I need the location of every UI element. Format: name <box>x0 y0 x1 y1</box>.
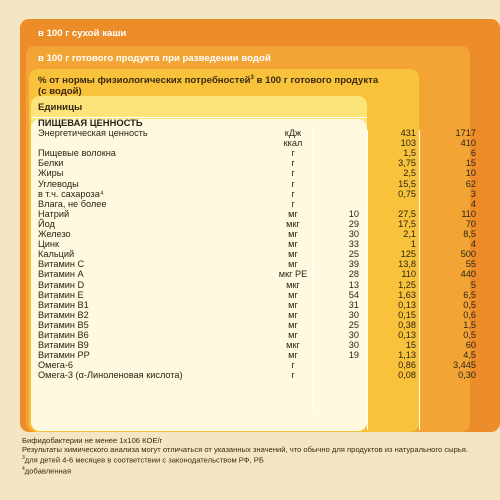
nutrient-name: Витамин D <box>38 279 85 290</box>
unit-cell: г <box>291 178 295 189</box>
prepared-value-cell: 0,75 <box>398 188 416 199</box>
header-percent-text: % от нормы физиологических потребностей <box>38 75 251 87</box>
dry-value-cell: 15 <box>465 158 476 169</box>
table-row <box>38 269 476 280</box>
prepared-value-cell: 2,5 <box>403 168 416 179</box>
nutrient-name: Йод <box>38 218 55 229</box>
dry-value-cell: 4 <box>470 198 476 209</box>
prepared-value-cell: 110 <box>401 269 416 280</box>
table-row <box>38 370 476 381</box>
nutrient-name: Витамин В5 <box>38 319 89 330</box>
unit-cell: мг <box>288 249 298 260</box>
table-row <box>38 259 476 270</box>
table-row <box>38 208 476 219</box>
dry-value-cell: 4,5 <box>463 350 476 361</box>
header-percent-footnote: 3 <box>250 75 254 81</box>
table-row <box>38 118 468 128</box>
nutrient-name: Витамин С <box>38 259 85 270</box>
prepared-value-cell: 1 <box>410 239 416 250</box>
dry-value-cell: 4 <box>470 239 476 250</box>
nutrient-name: Витамин В2 <box>38 309 89 320</box>
unit-cell: г <box>291 198 295 209</box>
table-row <box>38 319 476 330</box>
unit-cell: мкг <box>286 279 300 290</box>
dry-value-cell: 5 <box>470 279 476 290</box>
unit-cell: г <box>291 188 295 199</box>
table-row <box>38 249 476 260</box>
prepared-value-cell: 125 <box>400 249 416 260</box>
dry-value-cell: 70 <box>465 218 476 229</box>
dry-value-cell: 6 <box>470 148 476 159</box>
nutrient-name: Омега-3 (α-Линоленовая кислота) <box>38 370 183 381</box>
dry-value-cell: 110 <box>461 208 476 219</box>
prepared-value-cell: 13,8 <box>398 259 416 270</box>
nutrient-name: в т.ч. сахароза⁴ <box>38 188 104 199</box>
unit-cell: ккал <box>283 138 303 149</box>
table-row <box>38 218 476 229</box>
table-row <box>38 138 476 149</box>
table-row <box>38 279 476 290</box>
nutrient-name: Витамин В6 <box>38 329 89 340</box>
header-percent-tail: в 100 г готового продукта <box>253 75 379 87</box>
percent-cell: 13 <box>348 279 359 290</box>
unit-cell: г <box>291 370 295 381</box>
unit-cell: кДж <box>284 128 302 139</box>
prepared-value-cell: 2,1 <box>403 229 416 240</box>
unit-cell: мг <box>288 259 298 270</box>
unit-cell: мг <box>288 289 298 300</box>
prepared-value-cell: 1,25 <box>398 279 416 290</box>
dry-value-cell: 500 <box>460 249 476 260</box>
footnote-4-mark: 4 <box>22 465 25 472</box>
prepared-value-cell: 103 <box>400 138 416 149</box>
percent-cell: 30 <box>348 340 359 351</box>
header-units: Единицы <box>38 102 83 113</box>
nutrient-name: Витамин Е <box>38 289 84 300</box>
footnote-3-text: для детей 4-6 месяцев в соответствии с законодательством РФ, РБ <box>24 455 264 465</box>
dry-value-cell: 0,6 <box>463 309 476 320</box>
nutrient-name: Омега-6 <box>38 360 74 371</box>
footnote-3-mark: 3 <box>22 455 25 462</box>
nutrient-name: ПИЩЕВАЯ ЦЕННОСТЬ <box>38 117 143 128</box>
table-row <box>38 239 476 250</box>
nutrient-name: Витамин В1 <box>38 299 89 310</box>
table-row <box>38 198 476 209</box>
footnote-3 <box>22 454 492 465</box>
table-row <box>38 340 476 351</box>
table-row <box>38 229 476 240</box>
prepared-value-cell: 0,13 <box>398 329 416 340</box>
unit-cell: мг <box>288 319 298 330</box>
dry-value-cell: 0,5 <box>463 299 476 310</box>
dry-value-cell: 6,5 <box>463 289 476 300</box>
unit-cell: г <box>291 148 295 159</box>
table-row <box>38 178 476 189</box>
percent-cell: 30 <box>348 329 359 340</box>
percent-cell: 10 <box>348 208 359 219</box>
prepared-value-cell: 0,08 <box>398 370 416 381</box>
unit-cell: мкг <box>286 218 300 229</box>
dry-value-cell: 0,30 <box>458 370 476 381</box>
table-row <box>38 188 476 199</box>
percent-cell: 19 <box>348 350 359 361</box>
unit-cell: мг <box>288 229 298 240</box>
dry-value-cell: 1,5 <box>463 319 476 330</box>
dry-value-cell: 8,5 <box>463 229 476 240</box>
dry-value-cell: 62 <box>465 178 476 189</box>
table-row <box>38 158 476 169</box>
dry-value-cell: 10 <box>465 168 476 179</box>
percent-cell: 30 <box>348 229 359 240</box>
footnote-4 <box>22 465 492 476</box>
percent-cell: 31 <box>348 299 359 310</box>
nutrient-name: Белки <box>38 158 64 169</box>
footnotes <box>22 436 492 475</box>
nutrient-name: Энергетическая ценность <box>38 128 148 139</box>
nutrient-name: Цинк <box>38 239 60 250</box>
nutrient-name: Витамин А <box>38 269 84 280</box>
prepared-value-cell: 1,5 <box>403 148 416 159</box>
nutrition-table <box>38 117 476 381</box>
dry-value-cell: 3 <box>470 188 476 199</box>
table-row <box>38 299 476 310</box>
header-percent-line2: (с водой) <box>38 86 82 98</box>
unit-cell: мг <box>288 239 298 250</box>
percent-cell: 25 <box>348 249 359 260</box>
table-row <box>38 148 476 159</box>
table-row <box>38 329 476 340</box>
unit-cell: мг <box>288 299 298 310</box>
percent-cell: 28 <box>348 269 359 280</box>
table-row <box>38 168 476 179</box>
prepared-value-cell: 3,75 <box>398 158 416 169</box>
percent-cell: 29 <box>348 218 359 229</box>
prepared-value-cell: 431 <box>400 128 416 139</box>
prepared-value-cell: 0,38 <box>398 319 416 330</box>
dry-value-cell: 440 <box>460 269 476 280</box>
unit-cell: мкг <box>286 340 300 351</box>
prepared-value-cell: 0,15 <box>398 309 416 320</box>
dry-value-cell: 410 <box>460 138 476 149</box>
unit-cell: г <box>291 360 295 371</box>
table-row <box>38 350 476 361</box>
dry-value-cell: 1717 <box>455 128 476 139</box>
nutrient-name: Натрий <box>38 208 70 219</box>
header-prepared: в 100 г готового продукта при разведении водой <box>38 53 271 64</box>
nutrient-name: Железо <box>38 229 71 240</box>
nutrient-name: Влага, не более <box>38 198 107 209</box>
table-row <box>38 309 476 320</box>
footnote-bifido: Бифидобактерии не менее 1х106 КОЕ/г <box>22 436 163 445</box>
prepared-value-cell: 15 <box>405 340 416 351</box>
unit-cell: мг <box>288 329 298 340</box>
footnote-analysis: Результаты химического анализа могут отличаться от указанных значений, что обычно для продуктов из натурального сырья. <box>22 445 468 455</box>
prepared-value-cell: 27,5 <box>398 208 416 219</box>
prepared-value-cell: 0,86 <box>398 360 416 371</box>
header-percent <box>38 73 378 97</box>
dry-value-cell: 60 <box>465 340 476 351</box>
prepared-value-cell: 1,63 <box>398 289 416 300</box>
nutrient-name: Витамин В9 <box>38 340 89 351</box>
unit-cell: мг <box>288 350 298 361</box>
dry-value-cell: 55 <box>465 259 476 270</box>
nutrient-name: Кальций <box>38 249 75 260</box>
nutrient-name: Витамин РР <box>38 350 90 361</box>
prepared-value-cell: 0,13 <box>398 299 416 310</box>
table-row <box>38 128 476 139</box>
footnote-4-text: добавленная <box>24 466 72 476</box>
table-row <box>38 289 476 300</box>
table-row <box>38 360 476 371</box>
dry-value-cell: 3,445 <box>453 360 476 371</box>
unit-cell: мг <box>288 309 298 320</box>
percent-cell: 33 <box>348 239 359 250</box>
prepared-value-cell: 17,5 <box>398 218 416 229</box>
unit-cell: мг <box>288 208 298 219</box>
header-dry: в 100 г сухой каши <box>38 28 127 39</box>
dry-value-cell: 0,5 <box>463 329 476 340</box>
nutrient-name: Пищевые волокна <box>38 148 116 159</box>
percent-cell: 30 <box>348 309 359 320</box>
nutrient-name: Углеводы <box>38 178 79 189</box>
unit-cell: мкг РЕ <box>278 269 308 280</box>
percent-cell: 54 <box>348 289 359 300</box>
percent-cell: 25 <box>348 319 359 330</box>
prepared-value-cell: 1,13 <box>398 350 416 361</box>
unit-cell: г <box>291 168 295 179</box>
prepared-value-cell: 15,5 <box>398 178 416 189</box>
percent-cell: 39 <box>348 259 359 270</box>
unit-cell: г <box>291 158 295 169</box>
nutrient-name: Жиры <box>38 168 64 179</box>
